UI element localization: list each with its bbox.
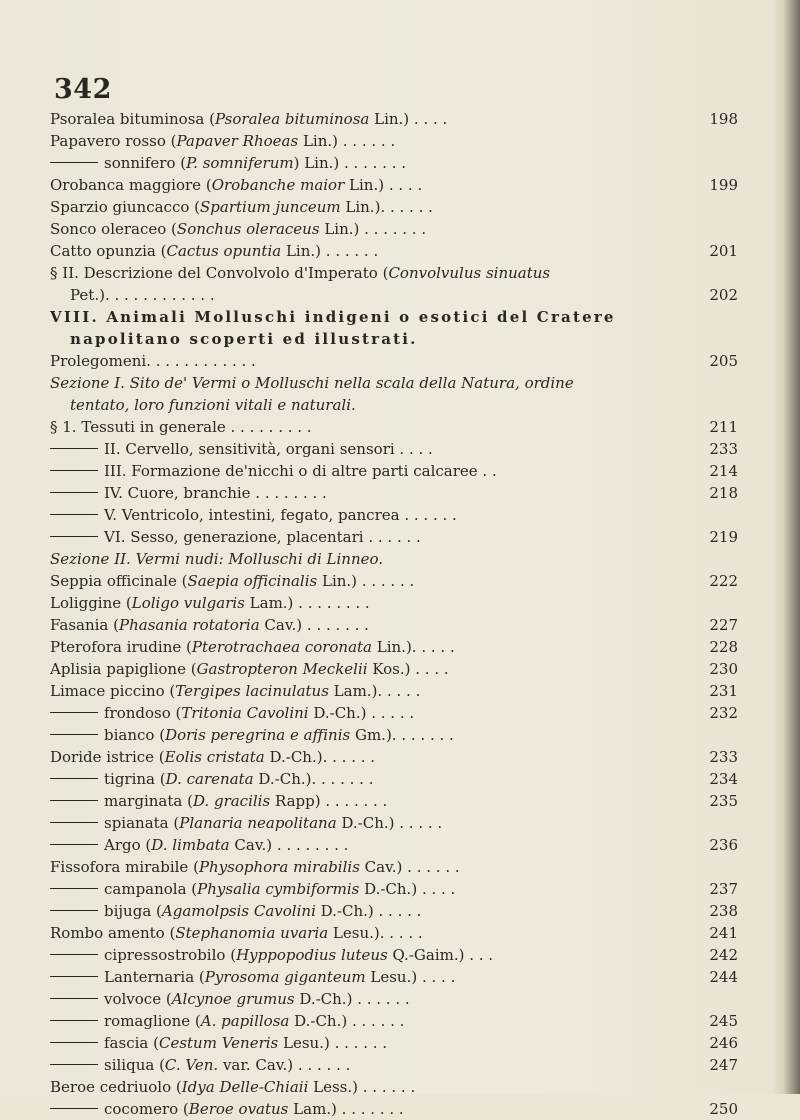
toc-entry-text <box>50 416 312 438</box>
toc-entry <box>50 702 740 724</box>
ditto-dash <box>50 536 98 537</box>
latin-name: Spartium junceum <box>200 198 341 216</box>
latin-name: Stephanomia uvaria <box>175 924 329 942</box>
latin-name: Physophora mirabilis <box>198 858 360 876</box>
author-and-leader: D.-Ch.) . . . . . . <box>289 1012 405 1030</box>
page-reference: 232 <box>709 704 738 722</box>
common-name: romaglione ( <box>104 1012 201 1030</box>
toc-entry <box>50 746 740 768</box>
common-name: siliqua ( <box>104 1056 165 1074</box>
page-reference: 219 <box>709 528 738 546</box>
toc-entry-text <box>50 460 497 482</box>
toc-entry-text <box>50 922 423 944</box>
latin-name: Psoralea bituminosa <box>214 110 370 128</box>
ditto-dash <box>50 162 98 163</box>
author-and-leader: Lesu.) . . . . <box>365 968 456 986</box>
common-name: VI. Sesso, generazione, placentari . . . . . . <box>104 528 421 546</box>
common-name: campanola ( <box>104 880 198 898</box>
author-and-leader: D.-Ch.). . . . . . . <box>253 770 374 788</box>
latin-name: Gastropteron Meckelii <box>196 660 368 678</box>
common-name: Rombo amento ( <box>50 924 176 942</box>
toc-entry <box>50 526 740 548</box>
latin-name: Papaver Rhoeas <box>176 132 299 150</box>
page-reference: 231 <box>709 682 738 700</box>
page-reference: 205 <box>709 352 738 370</box>
toc-entry-text <box>50 350 256 372</box>
ditto-dash <box>50 778 98 779</box>
page-reference: 237 <box>709 880 738 898</box>
ditto-dash <box>50 492 98 493</box>
toc-entry-text <box>50 856 460 878</box>
author-and-leader: D.-Ch.) . . . . <box>359 880 456 898</box>
toc-entry-text <box>50 548 383 570</box>
toc-entry <box>50 1098 740 1120</box>
common-name: Papavero rosso ( <box>50 132 177 150</box>
common-name: tigrina ( <box>104 770 166 788</box>
author-and-leader: Lesu.) . . . . . . <box>278 1034 388 1052</box>
common-name: cipressostrobilo ( <box>104 946 237 964</box>
page-reference: 247 <box>709 1056 738 1074</box>
common-name: Sparzio giuncacco ( <box>50 198 201 216</box>
section-heading: napolitano scoperti ed illustrati. <box>70 330 418 348</box>
toc-entry-text <box>70 328 418 350</box>
author-and-leader: Lam.). . . . . <box>328 682 421 700</box>
toc-entry-text <box>50 438 433 460</box>
ditto-dash <box>50 470 98 471</box>
latin-name: Eolis cristata <box>164 748 265 766</box>
page-reference: 244 <box>709 968 738 986</box>
section-subheading: Sezione II. Vermi nudi: Molluschi di Linneo. <box>50 550 384 568</box>
section-subheading: tentato, loro funzioni vitali e naturali. <box>70 396 356 414</box>
author-and-leader: D.-Ch.) . . . . . <box>308 704 415 722</box>
toc-entry <box>50 108 740 130</box>
common-name: Aplisia papiglione ( <box>50 660 197 678</box>
ditto-dash <box>50 888 98 889</box>
author-and-leader: Lam.) . . . . . . . <box>288 1100 404 1118</box>
toc-entry <box>50 680 740 702</box>
common-name: Pet.). . . . . . . . . . . . <box>70 286 215 304</box>
latin-name: C. Ven. <box>164 1056 219 1074</box>
author-and-leader: Lin.) . . . . . . <box>281 242 379 260</box>
common-name: III. Formazione de'nicchi o di altre parti calcaree . . <box>104 462 497 480</box>
toc-entry-text <box>50 152 406 174</box>
toc-entry <box>50 372 740 394</box>
ditto-dash <box>50 954 98 955</box>
latin-name: Tergipes lacinulatus <box>175 682 329 700</box>
page-reference: 202 <box>709 286 738 304</box>
common-name: II. Cervello, sensitività, organi sensori . . . . <box>104 440 433 458</box>
toc-entry-text <box>50 482 327 504</box>
latin-name: Physalia cymbiformis <box>197 880 360 898</box>
toc-entry-text <box>50 1098 404 1120</box>
page-reference: 198 <box>709 110 738 128</box>
page-reference: 246 <box>709 1034 738 1052</box>
toc-entry-text <box>50 614 369 636</box>
toc-entry-text <box>50 746 375 768</box>
toc-entry-text <box>50 372 574 394</box>
toc-entry <box>50 966 740 988</box>
common-name: volvoce ( <box>104 990 172 1008</box>
toc-entry-text <box>50 592 370 614</box>
ditto-dash <box>50 734 98 735</box>
toc-entry <box>50 350 740 372</box>
common-name: Seppia officinale ( <box>50 572 188 590</box>
author-and-leader: Gm.). . . . . . . <box>350 726 454 744</box>
common-name: marginata ( <box>104 792 193 810</box>
page-reference: 218 <box>709 484 738 502</box>
toc-entry <box>50 438 740 460</box>
toc-entry-text <box>70 284 215 306</box>
latin-name: Cestum Veneris <box>158 1034 279 1052</box>
common-name: Prolegomeni. . . . . . . . . . . . <box>50 352 256 370</box>
common-name: spianata ( <box>104 814 180 832</box>
common-name: Fasania ( <box>50 616 119 634</box>
latin-name: Agamolpsis Cavolini <box>161 902 316 920</box>
toc-entry-text <box>50 658 449 680</box>
author-and-leader: Less.) . . . . . . <box>308 1078 416 1096</box>
page-reference: 238 <box>709 902 738 920</box>
author-and-leader: Lin.). . . . . . <box>340 198 433 216</box>
author-and-leader: Rapp) . . . . . . . <box>270 792 388 810</box>
toc-entry <box>50 416 740 438</box>
page-reference: 242 <box>709 946 738 964</box>
latin-name: Pterotrachaea coronata <box>191 638 372 656</box>
toc-entry <box>50 856 740 878</box>
common-name: bianco ( <box>104 726 166 744</box>
toc-entry <box>50 152 740 174</box>
ditto-dash <box>50 976 98 977</box>
latin-name: Convolvulus sinuatus <box>388 264 551 282</box>
common-name: frondoso ( <box>104 704 182 722</box>
author-and-leader: Lin.) . . . . . . <box>298 132 396 150</box>
latin-name: Hyppopodius luteus <box>236 946 388 964</box>
common-name: Sonco oleraceo ( <box>50 220 177 238</box>
common-name: Catto opunzia ( <box>50 242 167 260</box>
toc-entry <box>50 988 740 1010</box>
latin-name: Idya Delle-Chiaii <box>181 1078 309 1096</box>
toc-entry-text <box>50 900 421 922</box>
page-number: 342 <box>54 74 112 105</box>
toc-entry <box>50 812 740 834</box>
latin-name: Orobanche maior <box>211 176 345 194</box>
author-and-leader: Cav.) . . . . . . . . <box>229 836 349 854</box>
author-and-leader: D.-Ch.) . . . . . . <box>294 990 410 1008</box>
ditto-dash <box>50 1042 98 1043</box>
toc-entry-text <box>50 724 454 746</box>
common-name: sonnifero ( <box>104 154 187 172</box>
page-reference: 214 <box>709 462 738 480</box>
toc-entry <box>50 944 740 966</box>
toc-entry-text <box>50 526 421 548</box>
latin-name: Planaria neapolitana <box>179 814 337 832</box>
toc-entry <box>50 658 740 680</box>
ditto-dash <box>50 1108 98 1109</box>
author-and-leader: ) Lin.) . . . . . . . <box>293 154 407 172</box>
toc-entry <box>50 570 740 592</box>
author-and-leader: Lin.) . . . . . . <box>317 572 415 590</box>
toc-entry-text <box>50 570 414 592</box>
toc-entry-text <box>50 130 395 152</box>
toc-entry-text <box>50 702 414 724</box>
common-name: V. Ventricolo, intestini, fegato, pancrea . . . . . . <box>104 506 457 524</box>
page-reference: 233 <box>709 440 738 458</box>
toc-entry-text <box>50 1054 350 1076</box>
author-and-leader: D.-Ch.) . . . . . <box>315 902 422 920</box>
common-name: fascia ( <box>104 1034 159 1052</box>
page-reference: 201 <box>709 242 738 260</box>
latin-name: Phasania rotatoria <box>119 616 260 634</box>
toc-entry-text <box>50 240 378 262</box>
ditto-dash <box>50 448 98 449</box>
ditto-dash <box>50 712 98 713</box>
page-reference: 227 <box>709 616 738 634</box>
ditto-dash <box>50 998 98 999</box>
latin-name: Cactus opuntia <box>166 242 282 260</box>
latin-name: Saepia officinalis <box>187 572 318 590</box>
table-of-contents <box>50 108 740 1120</box>
page-reference: 235 <box>709 792 738 810</box>
toc-entry-text <box>50 812 442 834</box>
common-name: Doride istrice ( <box>50 748 165 766</box>
page-reference: 250 <box>709 1100 738 1118</box>
toc-entry <box>50 1054 740 1076</box>
ditto-dash <box>50 1020 98 1021</box>
common-name: Orobanca maggiore ( <box>50 176 212 194</box>
toc-entry-text <box>50 306 616 328</box>
latin-name: D. gracilis <box>192 792 271 810</box>
toc-entry <box>50 614 740 636</box>
ditto-dash <box>50 800 98 801</box>
common-name: cocomero ( <box>104 1100 189 1118</box>
latin-name: A. papillosa <box>200 1012 290 1030</box>
common-name: Psoralea bituminosa ( <box>50 110 215 128</box>
latin-name: Sonchus oleraceus <box>176 220 320 238</box>
latin-name: Pyrosoma giganteum <box>204 968 366 986</box>
toc-entry-text <box>50 988 410 1010</box>
common-name: bijuga ( <box>104 902 162 920</box>
common-name: Fissofora mirabile ( <box>50 858 199 876</box>
common-name: § II. Descrizione del Convolvolo d'Imperato ( <box>50 264 389 282</box>
common-name: Loliggine ( <box>50 594 132 612</box>
toc-entry <box>50 592 740 614</box>
toc-entry-text <box>50 174 422 196</box>
toc-entry <box>50 460 740 482</box>
author-and-leader: Q.-Gaim.) . . . <box>387 946 494 964</box>
author-and-leader: Cav.) . . . . . . . <box>259 616 369 634</box>
toc-entry <box>50 504 740 526</box>
common-name: Pterofora irudine ( <box>50 638 192 656</box>
author-and-leader: Lesu.). . . . . <box>328 924 423 942</box>
section-heading: VIII. Animali Molluschi indigeni o esotici del Cratere <box>50 308 616 326</box>
author-and-leader: Lin.) . . . . . . . <box>319 220 427 238</box>
author-and-leader: Lin.). . . . . <box>372 638 455 656</box>
toc-entry <box>50 174 740 196</box>
common-name: Beroe cedriuolo ( <box>50 1078 182 1096</box>
page-reference: 236 <box>709 836 738 854</box>
page-edge-shadow <box>772 0 800 1094</box>
common-name: Lanternaria ( <box>104 968 205 986</box>
toc-entry-text <box>50 944 493 966</box>
common-name: IV. Cuore, branchie . . . . . . . . <box>104 484 327 502</box>
toc-entry <box>50 306 740 328</box>
toc-entry <box>50 548 740 570</box>
toc-entry <box>50 130 740 152</box>
ditto-dash <box>50 822 98 823</box>
toc-entry <box>50 284 740 306</box>
toc-entry-text <box>50 790 387 812</box>
toc-entry <box>50 394 740 416</box>
page-reference: 199 <box>709 176 738 194</box>
latin-name: Alcynoe grumus <box>171 990 295 1008</box>
page-reference: 222 <box>709 572 738 590</box>
toc-entry-text <box>50 680 420 702</box>
latin-name: Tritonia Cavolini <box>181 704 309 722</box>
toc-entry-text <box>50 262 550 284</box>
toc-entry-text <box>50 768 373 790</box>
page-reference: 234 <box>709 770 738 788</box>
latin-name: D. carenata <box>165 770 254 788</box>
latin-name: D. limbata <box>151 836 230 854</box>
author-and-leader: var. Cav.) . . . . . . <box>218 1056 351 1074</box>
toc-entry-text <box>50 834 348 856</box>
toc-entry-text <box>50 196 433 218</box>
section-subheading: Sezione I. Sito de' Vermi o Molluschi nella scala della Natura, ordine <box>50 374 574 392</box>
toc-entry <box>50 834 740 856</box>
toc-entry-text <box>50 1076 415 1098</box>
toc-entry <box>50 262 740 284</box>
toc-entry-text <box>50 1032 387 1054</box>
author-and-leader: Cav.) . . . . . . <box>359 858 460 876</box>
toc-entry <box>50 922 740 944</box>
toc-entry <box>50 328 740 350</box>
toc-entry <box>50 218 740 240</box>
ditto-dash <box>50 910 98 911</box>
toc-entry <box>50 724 740 746</box>
ditto-dash <box>50 514 98 515</box>
toc-entry <box>50 790 740 812</box>
toc-entry-text <box>50 218 426 240</box>
toc-entry <box>50 196 740 218</box>
author-and-leader: Lin.) . . . . <box>344 176 423 194</box>
common-name: § 1. Tessuti in generale . . . . . . . . . <box>50 418 312 436</box>
page-reference: 230 <box>709 660 738 678</box>
common-name: Argo ( <box>104 836 152 854</box>
author-and-leader: Lam.) . . . . . . . . <box>244 594 370 612</box>
latin-name: Loligo vulgaris <box>131 594 245 612</box>
toc-entry-text <box>50 504 457 526</box>
latin-name: Doris peregrina e affinis <box>165 726 351 744</box>
toc-entry-text <box>50 636 455 658</box>
latin-name: Beroe ovatus <box>188 1100 289 1118</box>
toc-entry-text <box>50 878 455 900</box>
toc-entry-text <box>70 394 356 416</box>
toc-entry <box>50 636 740 658</box>
common-name: Limace piccino ( <box>50 682 176 700</box>
latin-name: P. somniferum <box>186 154 294 172</box>
toc-entry <box>50 1010 740 1032</box>
author-and-leader: Kos.) . . . . <box>367 660 449 678</box>
ditto-dash <box>50 1064 98 1065</box>
toc-entry-text <box>50 1010 404 1032</box>
page-reference: 233 <box>709 748 738 766</box>
toc-entry <box>50 768 740 790</box>
toc-entry <box>50 240 740 262</box>
author-and-leader: Lin.) . . . . <box>369 110 448 128</box>
page-reference: 245 <box>709 1012 738 1030</box>
toc-entry-text <box>50 966 455 988</box>
ditto-dash <box>50 844 98 845</box>
page-reference: 211 <box>709 418 738 436</box>
toc-entry <box>50 900 740 922</box>
page-reference: 241 <box>709 924 738 942</box>
toc-entry <box>50 482 740 504</box>
toc-entry-text <box>50 108 447 130</box>
author-and-leader: D.-Ch.) . . . . . <box>336 814 443 832</box>
page-reference: 228 <box>709 638 738 656</box>
author-and-leader: D.-Ch.). . . . . . <box>264 748 376 766</box>
toc-entry <box>50 1032 740 1054</box>
toc-entry <box>50 878 740 900</box>
toc-entry <box>50 1076 740 1098</box>
